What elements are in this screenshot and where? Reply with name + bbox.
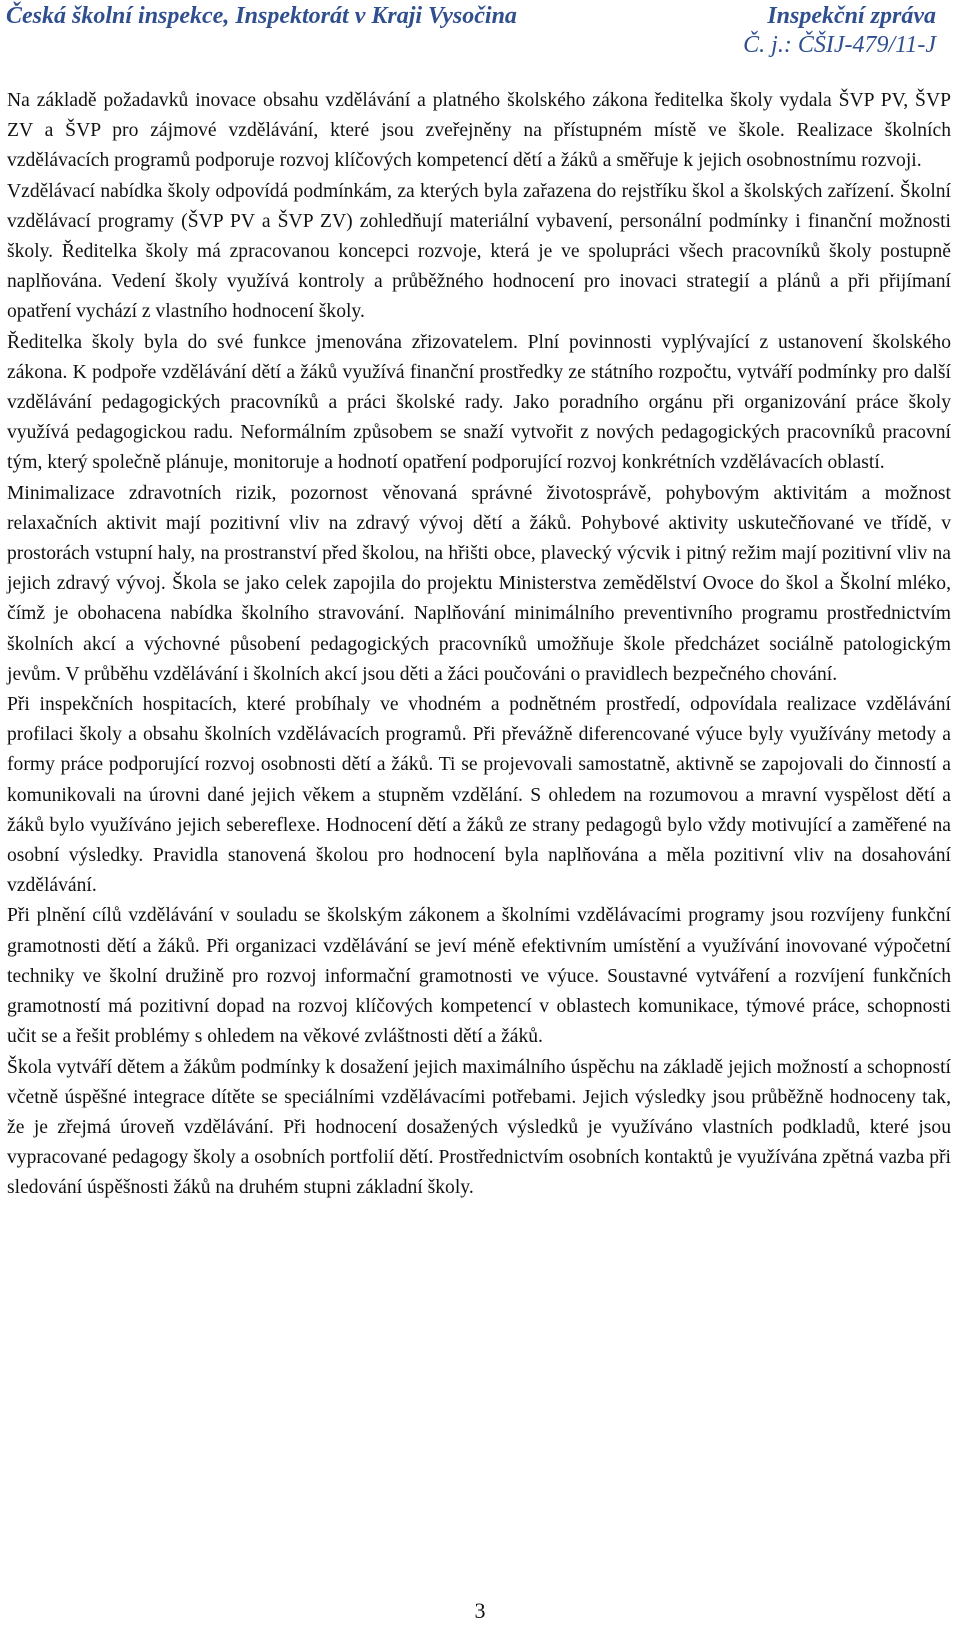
paragraph-results: Škola vytváří dětem a žákům podmínky k dosažení jejich maximálního úspěchu na základě jejich možností a schopností včetně úspěšné integrace dítěte se speciálními vzdělávacími potřebami. Jejich výsledky jsou průběžně hodnoceny tak, že je zřejmá úroveň vzdělávání. Při hodnocení dosažených výsledků je využíváno vlastních podkladů, které jsou vypracované pedagogy školy a osobních portfolií dětí. Prostřednictvím osobních kontaktů je využívána zpětná vazba při sledování úspěšnosti žáků na druhém stupni základní školy. xyxy=(7,1056,951,1199)
paragraph-educational-offer: Vzdělávací nabídka školy odpovídá podmínkám, za kterých byla zařazena do rejstříku škol a školských zařízení. Školní vzdělávací programy (ŠVP PV a ŠVP ZV) zohledňují materiální vybavení, personální podmínky i finanční možnosti školy. Ředitelka školy má zpracovanou koncepci rozvoje, která je ve spolupráci všech pracovníků školy postupně naplňována. Vedení školy využívá kontroly a průběžného hodnocení pro inovaci strategií a plánů a při přijímaní opatření vychází z vlastního hodnocení školy. xyxy=(7,180,951,323)
paragraph-literacy: Při plnění cílů vzdělávání v souladu se školským zákonem a školními vzdělávacími programy jsou rozvíjeny funkční gramotnosti dětí a žáků. Při organizaci vzdělávání se jeví méně efektivním umístění a využívání inovované výpočetní techniky ve školní družině pro rozvoj informační gramotnosti ve výuce. Soustavné vytváření a rozvíjení funkčních gramotností má pozitivní dopad na rozvoj klíčových kompetencí v oblastech komunikace, týmové práce, schopnosti učit se a řešit problémy s ohledem na věkové zvláštnosti dětí a žáků. xyxy=(7,905,951,1048)
paragraph-director: Ředitelka školy byla do své funkce jmenována zřizovatelem. Plní povinnosti vyplývající z ustanovení školského zákona. K podpoře vzdělávání dětí a žáků využívá finanční prostředky ze státního rozpočtu, vytváří podmínky pro další vzdělávání pedagogických pracovníků a práci školské rady. Jako poradního orgánu při organizování práce školy využívá pedagogickou radu. Neformálním způsobem se snaží vytvořit z nových pedagogických pracovníků pracovní tým, který společně plánuje, monitoruje a hodnotí opatření podporující rozvoj konkrétních vzdělávacích oblastí. xyxy=(7,331,951,474)
header-institution: Česká školní inspekce, Inspektorát v Kraji Vysočina xyxy=(6,3,517,29)
paragraph-inspection-visits: Při inspekčních hospitacích, které probíhaly ve vhodném a podnětném prostředí, odpovídala realizace vzdělávání profilaci školy a obsahu školních vzdělávacích programů. Při převážně diferencované výuce byly využívány metody a formy práce podporující rozvoj osobnosti dětí a žáků. Ti se projevovali samostatně, aktivně se zapojovali do činností a komunikovali na úrovni dané jejich věkem a stupněm vzdělání. S ohledem na rozumovou a mravní vyspělost dětí a žáků bylo využíváno jejich sebereflexe. Hodnocení dětí a žáků ze strany pedagogů bylo vždy motivující a zaměřené na osobní výsledky. Pravidla stanovená školou pro hodnocení byla naplňována a měla pozitivní vliv na dosahování vzdělávání. xyxy=(7,694,951,897)
page-header xyxy=(0,0,960,80)
paragraph-curriculum: Na základě požadavků inovace obsahu vzdělávání a platného školského zákona ředitelka školy vydala ŠVP PV, ŠVP ZV a ŠVP pro zájmové vzdělávání, které jsou zveřejněny na přístupném místě ve škole. Realizace školních vzdělávacích programů podporuje rozvoj klíčových kompetencí dětí a žáků a směřuje k jejich osobnostnímu rozvoji. xyxy=(7,90,951,172)
header-report-title: Inspekční zpráva xyxy=(767,3,936,29)
header-reference-number: Č. j.: ČŠIJ-479/11-J xyxy=(743,32,936,58)
report-body xyxy=(7,86,951,1204)
page-number: 3 xyxy=(474,1598,486,1623)
paragraph-health: Minimalizace zdravotních rizik, pozornost věnovaná správné životosprávě, pohybovým aktivitám a možnost relaxačních aktivit mají pozitivní vliv na zdravý vývoj dětí a žáků. Pohybové aktivity uskutečňované ve třídě, v prostorách vstupní haly, na prostranství před školou, na hřišti obce, plavecký výcvik i pitný režim mají pozitivní vliv na jejich zdravý vývoj. Škola se jako celek zapojila do projektu Ministerstva zemědělství Ovoce do škol a Školní mléko, čímž je obohacena nabídka školního stravování. Naplňování minimálního preventivního programu prostřednictvím školních akcí a výchovné působení pedagogických pracovníků umožňuje škole předcházet sociálně patologickým jevům. V průběhu vzdělávání i školních akcí jsou děti a žáci poučováni o pravidlech bezpečného chování. xyxy=(7,482,951,685)
